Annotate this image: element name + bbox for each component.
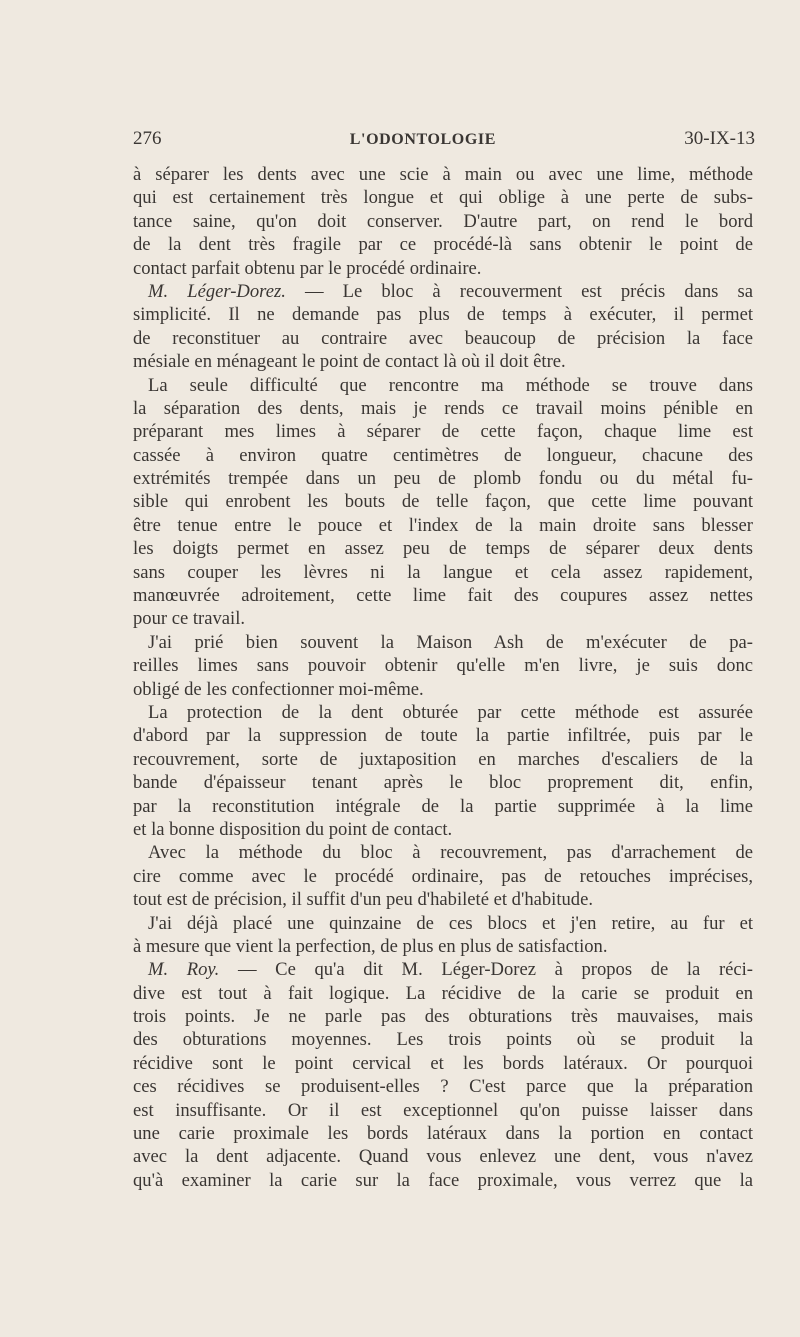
text-line (133, 818, 753, 841)
line-text: La protection de la dent obturée par cette méthode est assurée (148, 701, 753, 723)
line-text: tout est de précision, il suffit d'un peu d'habileté et d'habitude. (133, 889, 593, 911)
line-text: reilles limes sans pouvoir obtenir qu'elle m'en livre, je suis donc (133, 655, 753, 677)
text-line (133, 748, 753, 771)
text-line (133, 374, 753, 397)
issue-date: 30-IX-13 (684, 128, 755, 149)
text-line (133, 724, 753, 747)
line-text: La seule difficulté que rencontre ma méthode se trouve dans (148, 374, 753, 396)
line-text: bande d'épaisseur tenant après le bloc proprement dit, enfin, (133, 772, 753, 794)
line-text: cire comme avec le procédé ordinaire, pas de retouches imprécises, (133, 865, 753, 887)
text-line (133, 1052, 753, 1075)
line-text: tance saine, qu'on doit conserver. D'autre part, on rend le bord (133, 210, 753, 232)
line-text: Avec la méthode du bloc à recouvrement, pas d'arrachement de (148, 842, 753, 864)
line-text: J'ai prié bien souvent la Maison Ash de m'exécuter de pa- (148, 631, 753, 653)
speaker-name: M. Léger-Dorez. (148, 280, 286, 302)
text-line (133, 865, 753, 888)
line-text: des obturations moyennes. Les trois points où se produit la (133, 1029, 753, 1051)
text-line (133, 303, 753, 326)
line-text: à séparer les dents avec une scie à main ou avec une lime, méthode (133, 164, 753, 185)
line-text: avec la dent adjacente. Quand vous enlevez une dent, vous n'avez (133, 1146, 753, 1168)
line-text: récidive sont le point cervical et les bords latéraux. Or pourquoi (133, 1052, 753, 1074)
body-text (133, 163, 753, 1192)
line-text: les doigts permet en assez peu de temps de séparer deux dents (133, 538, 753, 560)
line-text: qu'à examiner la carie sur la face proximale, vous verrez que la (133, 1169, 753, 1191)
line-text: J'ai déjà placé une quinzaine de ces blocs et j'en retire, au fur et (148, 912, 753, 934)
line-text: la séparation des dents, mais je rends ce travail moins pénible en (133, 397, 753, 419)
speaker-name: M. Roy. (148, 959, 220, 981)
line-text: être tenue entre le pouce et l'index de la main droite sans blesser (133, 514, 753, 536)
text-line (133, 537, 753, 560)
line-text: cassée à environ quatre centimètres de longueur, chacune des (133, 444, 753, 466)
text-line (133, 888, 753, 911)
text-line (133, 678, 753, 701)
text-line (133, 631, 753, 654)
text-line (133, 795, 753, 818)
line-text: — Ce qu'a dit M. Léger-Dorez à propos de la réci- (219, 959, 753, 981)
line-text: trois points. Je ne parle pas des obturations très mauvaises, mais (133, 1006, 753, 1028)
text-line (133, 186, 753, 209)
line-text: obligé de les confectionner moi-même. (133, 678, 424, 700)
line-text: par la reconstitution intégrale de la partie supprimée à la lime (133, 795, 753, 817)
text-line (133, 701, 753, 724)
line-text: et la bonne disposition du point de contact. (133, 818, 453, 840)
text-line (133, 397, 753, 420)
text-line (133, 607, 753, 630)
text-line (133, 444, 753, 467)
line-text: à mesure que vient la perfection, de plus en plus de satisfaction. (133, 935, 608, 957)
line-text: simplicité. Il ne demande pas plus de temps à exécuter, il permet (133, 304, 753, 326)
text-line (133, 350, 753, 373)
line-text: qui est certainement très longue et qui oblige à une perte de subs- (133, 187, 753, 209)
line-text: préparant mes limes à séparer de cette façon, chaque lime est (133, 421, 753, 443)
text-line (133, 210, 753, 233)
text-line (133, 514, 753, 537)
text-line (133, 561, 753, 584)
text-line (133, 1005, 753, 1028)
text-line (133, 982, 753, 1005)
text-line (133, 1122, 753, 1145)
text-line (133, 935, 753, 958)
text-line (133, 467, 753, 490)
line-text: sans couper les lèvres ni la langue et cela assez rapidement, (133, 561, 753, 583)
line-text: — Le bloc à recouverment est précis dans sa (285, 280, 753, 302)
text-line (133, 280, 753, 303)
page-number: 276 (133, 128, 162, 149)
line-text: de reconstituer au contraire avec beaucoup de précision la face (133, 327, 753, 349)
line-text: ces récidives se produisent-elles ? C'est parce que la préparation (133, 1076, 753, 1098)
text-line (133, 584, 753, 607)
text-line (133, 233, 753, 256)
line-text: recouvrement, sorte de juxtaposition en marches d'escaliers de la (133, 748, 753, 770)
text-line (133, 654, 753, 677)
line-text: est insuffisante. Or il est exceptionnel qu'on puisse laisser dans (133, 1099, 753, 1121)
text-line (133, 163, 753, 186)
running-header (133, 128, 755, 156)
text-line (133, 420, 753, 443)
line-text: dive est tout à fait logique. La récidive de la carie se produit en (133, 982, 753, 1004)
line-text: extrémités trempée dans un peu de plomb fondu ou du métal fu- (133, 468, 753, 490)
line-text: manœuvrée adroitement, cette lime fait des coupures assez nettes (133, 585, 753, 607)
line-text: une carie proximale les bords latéraux dans la portion en contact (133, 1123, 753, 1145)
text-line (133, 912, 753, 935)
line-text: de la dent très fragile par ce procédé-là sans obtenir le point de (133, 234, 753, 256)
text-line (133, 1145, 753, 1168)
text-line (133, 841, 753, 864)
line-text: contact parfait obtenu par le procédé ordinaire. (133, 257, 482, 279)
text-line (133, 1169, 753, 1192)
text-line (133, 1028, 753, 1051)
text-line (133, 1099, 753, 1122)
text-line (133, 327, 753, 350)
line-text: mésiale en ménageant le point de contact là où il doit être. (133, 351, 566, 373)
text-line (133, 958, 753, 981)
line-text: sible qui enrobent les bouts de telle façon, que cette lime pouvant (133, 491, 753, 513)
text-line (133, 257, 753, 280)
text-line (133, 1075, 753, 1098)
line-text: pour ce travail. (133, 608, 246, 630)
journal-title: L'ODONTOLOGIE (349, 131, 496, 148)
line-text: d'abord par la suppression de toute la partie infiltrée, puis par le (133, 725, 753, 747)
text-line (133, 490, 753, 513)
text-line (133, 771, 753, 794)
